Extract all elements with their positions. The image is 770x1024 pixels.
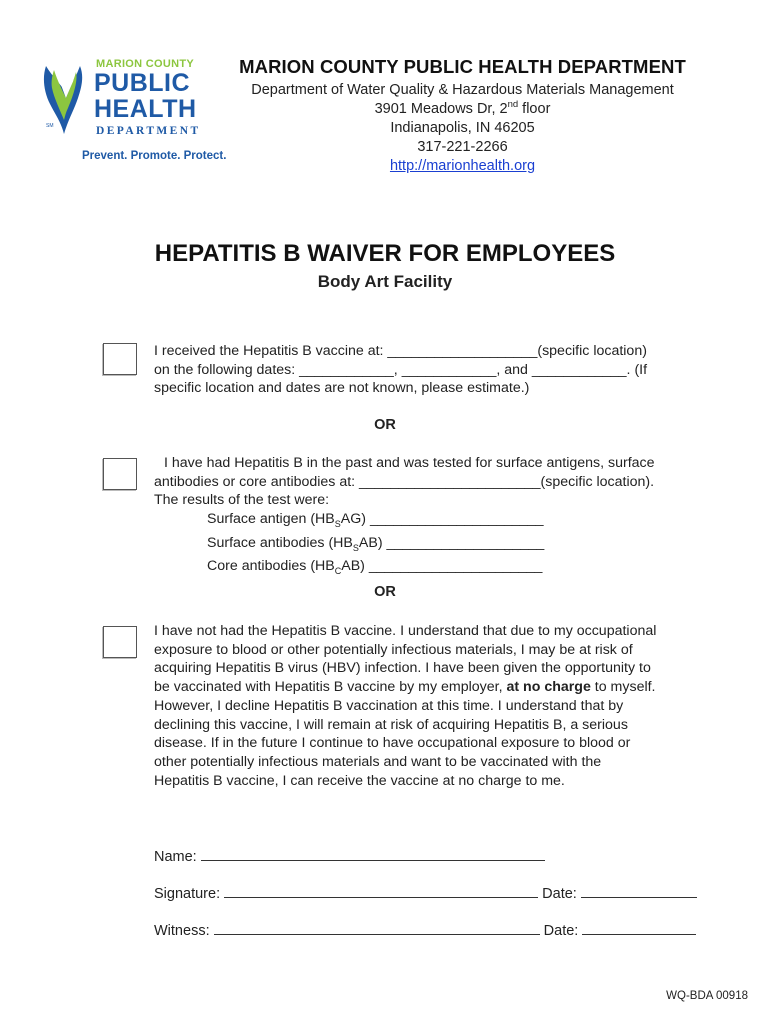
or-separator-2: OR (374, 584, 396, 600)
result1-label: Surface antigen (HB (207, 511, 335, 528)
address-superscript: nd (507, 99, 519, 111)
name-row (154, 846, 545, 865)
result3-subscript: C (334, 566, 342, 576)
result3-field: AB) ______________________ (341, 558, 543, 575)
website-link[interactable]: http://marionhealth.org (389, 158, 536, 174)
signature-field[interactable] (224, 883, 538, 898)
option3-line2: exposure to blood or other potentially infectious materials, I may be at risk of (154, 641, 633, 658)
logo-public-text: PUBLIC (94, 69, 191, 97)
city-line: Indianapolis, IN 46205 (390, 120, 535, 136)
or-separator-1: OR (374, 417, 396, 433)
result2-field: AB) ____________________ (358, 534, 545, 551)
division-name: Department of Water Quality & Hazardous Materials Management (251, 82, 674, 98)
logo-department-text: DEPARTMENT (96, 125, 201, 137)
logo-tagline: Prevent. Promote. Protect. (82, 150, 227, 162)
option3-line8: other potentially infectious materials and want to be vaccinated with the (154, 753, 602, 770)
option3-text (154, 622, 734, 790)
letterhead (200, 56, 725, 176)
option3-checkbox[interactable] (103, 626, 137, 658)
result2-label: Surface antibodies (HB (207, 534, 353, 551)
name-field[interactable] (201, 846, 545, 861)
result-surface-antibodies (154, 534, 734, 558)
phone-number: 317-221-2266 (417, 139, 508, 155)
name-label: Name: (154, 849, 201, 865)
option3-line7: disease. If in the future I continue to have occupational exposure to blood or (154, 735, 631, 752)
form-title: HEPATITIS B WAIVER FOR EMPLOYEES (154, 240, 616, 267)
result1-subscript: S (334, 518, 341, 529)
logo-sm-mark: SM (46, 123, 54, 129)
no-charge-emphasis: at no charge (506, 679, 591, 696)
witness-date-label: Date: (539, 923, 583, 939)
logo-health-text: HEALTH (94, 95, 197, 123)
witness-field[interactable] (214, 920, 540, 935)
form-code: WQ-BDA 00918 (666, 990, 748, 1002)
health-department-logo (40, 52, 227, 170)
witness-row (154, 920, 696, 939)
option3-line3: acquiring Hepatitis B virus (HBV) infection. I have been given the opportunity to (154, 660, 651, 677)
result-core-antibodies (154, 557, 734, 581)
option3-line9: Hepatitis B vaccine, I can receive the vaccine at no charge to me. (154, 772, 565, 789)
option2-line1: I have had Hepatitis B in the past and was tested for surface antigens, surface (164, 455, 655, 471)
address-line (200, 100, 725, 119)
signature-label: Signature: (154, 886, 225, 902)
address-pre: 3901 Meadows Dr, 2 (374, 101, 508, 117)
result1-field: AG) ______________________ (340, 511, 544, 528)
witness-date-field[interactable] (582, 920, 696, 935)
option1-checkbox[interactable] (103, 343, 137, 375)
org-name: MARION COUNTY PUBLIC HEALTH DEPARTMENT (239, 56, 686, 77)
result-surface-antigen (154, 510, 734, 534)
option1-line2: on the following dates: ____________, ____________, and ____________. (If (154, 361, 648, 378)
signature-row (154, 883, 697, 902)
website-link-row (200, 157, 725, 176)
option3-line4-pre: be vaccinated with Hepatitis B vaccine by my employer, (154, 679, 507, 696)
option2-line3: The results of the test were: (154, 492, 330, 509)
result3-label: Core antibodies (HB (207, 558, 335, 575)
option2-text (154, 454, 734, 581)
option1-line1: I received the Hepatitis B vaccine at: ___________________(specific location) (154, 343, 647, 359)
form-subtitle: Body Art Facility (317, 272, 453, 291)
logo-org-line: MARION COUNTY (96, 58, 195, 70)
option3-line4-post: to myself. (590, 679, 656, 696)
option1-text (154, 342, 734, 398)
option1-line3: specific location and dates are not known, please estimate.) (154, 380, 530, 397)
option3-line5: However, I decline Hepatitis B vaccination at this time. I understand that by (154, 697, 624, 714)
signature-date-label: Date: (538, 886, 581, 902)
option3-line4 (154, 678, 734, 697)
witness-label: Witness: (154, 923, 214, 939)
signature-date-field[interactable] (581, 883, 697, 898)
address-post: floor (518, 101, 551, 117)
option2-line2: antibodies or core antibodies at: _______________________(specific location). (154, 473, 655, 490)
option2-checkbox[interactable] (103, 458, 137, 490)
result2-subscript: S (352, 542, 359, 553)
option3-line6: declining this vaccine, I will remain at risk of acquiring Hepatitis B, a serious (154, 716, 628, 733)
option3-line1: I have not had the Hepatitis B vaccine. I understand that due to my occupational (154, 623, 657, 639)
